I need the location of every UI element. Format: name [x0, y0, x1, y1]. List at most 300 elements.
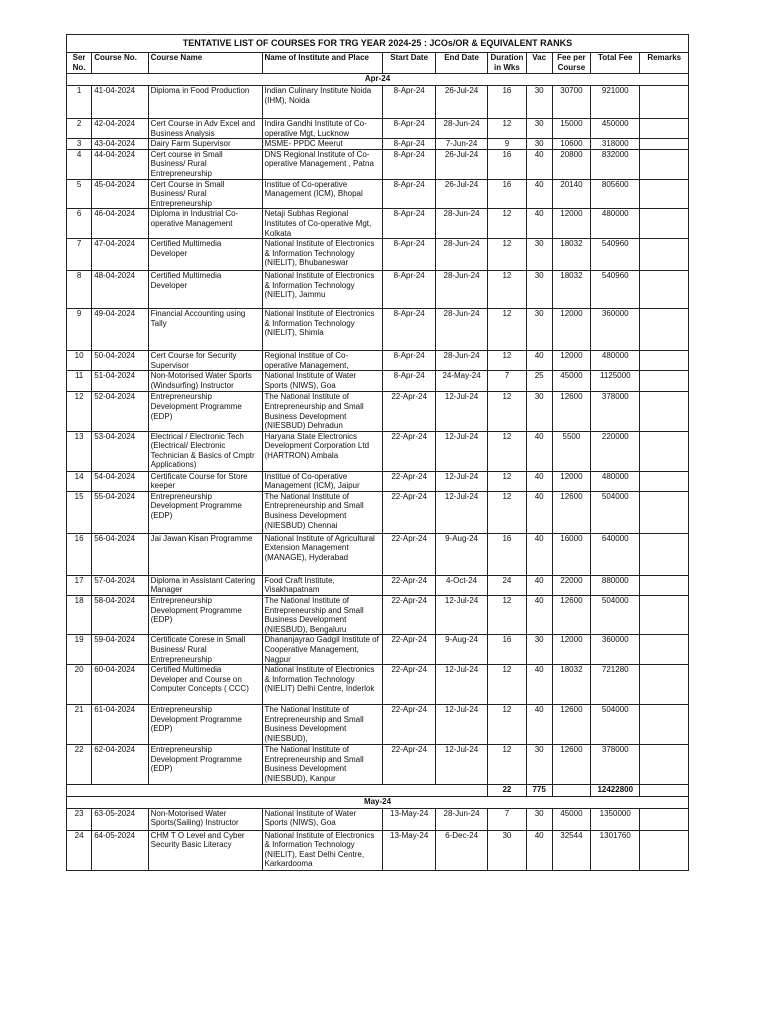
- course-name-cell: Cert Course for Security Supervisor: [148, 351, 262, 371]
- start-date-cell: 8-Apr-24: [383, 309, 435, 351]
- total-fee-cell: 540960: [591, 271, 640, 309]
- duration-cell: 12: [488, 309, 526, 351]
- remarks-cell: [640, 635, 689, 665]
- course-name-cell: Entrepreneurship Development Programme (EDP): [148, 491, 262, 533]
- course-name-cell: Certificate Corese in Small Business/ Rural Entrepreneurship: [148, 635, 262, 665]
- remarks-cell: [640, 431, 689, 471]
- vac-cell: 40: [526, 705, 552, 745]
- end-date-cell: 28-Jun-24: [435, 351, 487, 371]
- table-row: [67, 705, 689, 745]
- start-date-cell: 22-Apr-24: [383, 471, 435, 491]
- course-no-cell: 48-04-2024: [92, 271, 148, 309]
- total-fee-cell: 378000: [591, 745, 640, 784]
- header-duration: Duration in Wks: [488, 53, 526, 74]
- fee-cell: 12000: [552, 209, 590, 239]
- fee-cell: 12000: [552, 309, 590, 351]
- remarks-cell: [640, 705, 689, 745]
- ser-cell: 20: [67, 665, 92, 705]
- ser-cell: 2: [67, 119, 92, 139]
- course-no-cell: 54-04-2024: [92, 471, 148, 491]
- ser-cell: 13: [67, 431, 92, 471]
- empty-cell: [67, 784, 488, 796]
- course-no-cell: 46-04-2024: [92, 209, 148, 239]
- start-date-cell: 8-Apr-24: [383, 119, 435, 139]
- ser-cell: 24: [67, 830, 92, 870]
- remarks-cell: [640, 575, 689, 595]
- table-row: [67, 86, 689, 119]
- course-no-cell: 60-04-2024: [92, 665, 148, 705]
- total-vac-cell: 775: [526, 784, 552, 796]
- vac-cell: 40: [526, 149, 552, 179]
- total-fee-cell: 1301760: [591, 830, 640, 870]
- ser-cell: 10: [67, 351, 92, 371]
- table-row: [67, 239, 689, 271]
- institute-cell: Regional Institue of Co-operative Management,: [262, 351, 383, 371]
- vac-cell: 40: [526, 431, 552, 471]
- course-name-cell: Cert course in Small Business/ Rural Entrepreneurship: [148, 149, 262, 179]
- end-date-cell: 4-Oct-24: [435, 575, 487, 595]
- course-no-cell: 63-05-2024: [92, 808, 148, 830]
- remarks-cell: [640, 491, 689, 533]
- table-row: [67, 491, 689, 533]
- total-fee-sum-cell: 12422800: [591, 784, 640, 796]
- duration-cell: 16: [488, 149, 526, 179]
- institute-cell: Dhananjayrao Gadgil Institute of Cooperative Management, Nagpur: [262, 635, 383, 665]
- remarks-cell: [640, 351, 689, 371]
- fee-cell: 22000: [552, 575, 590, 595]
- vac-cell: 40: [526, 533, 552, 575]
- vac-cell: 30: [526, 139, 552, 150]
- institute-cell: Haryana State Electronics Development Corporation Ltd (HARTRON) Ambala: [262, 431, 383, 471]
- fee-cell: 20140: [552, 179, 590, 209]
- course-name-cell: Diploma in Industrial Co-operative Management: [148, 209, 262, 239]
- course-table: [66, 34, 689, 871]
- ser-cell: 6: [67, 209, 92, 239]
- table-row: [67, 830, 689, 870]
- remarks-cell: [640, 808, 689, 830]
- start-date-cell: 22-Apr-24: [383, 491, 435, 533]
- totals-row: [67, 784, 689, 796]
- remarks-cell: [640, 239, 689, 271]
- start-date-cell: 22-Apr-24: [383, 431, 435, 471]
- vac-cell: 30: [526, 119, 552, 139]
- ser-cell: 3: [67, 139, 92, 150]
- ser-cell: 23: [67, 808, 92, 830]
- end-date-cell: 12-Jul-24: [435, 745, 487, 784]
- end-date-cell: 12-Jul-24: [435, 392, 487, 431]
- start-date-cell: 22-Apr-24: [383, 392, 435, 431]
- course-name-cell: Non-Motorised Water Sports (Windsurfing) Instructor: [148, 371, 262, 392]
- duration-cell: 12: [488, 745, 526, 784]
- institute-cell: National Institute of Water Sports (NIWS), Goa: [262, 371, 383, 392]
- remarks-cell: [640, 596, 689, 635]
- remarks-cell: [640, 86, 689, 119]
- table-row: [67, 309, 689, 351]
- start-date-cell: 8-Apr-24: [383, 239, 435, 271]
- header-fee-per-course: Fee per Course: [552, 53, 590, 74]
- course-no-cell: 53-04-2024: [92, 431, 148, 471]
- duration-cell: 12: [488, 705, 526, 745]
- vac-cell: 30: [526, 271, 552, 309]
- fee-cell: 45000: [552, 808, 590, 830]
- course-name-cell: Cert Course in Small Business/ Rural Entrepreneurship: [148, 179, 262, 209]
- total-fee-cell: 360000: [591, 635, 640, 665]
- end-date-cell: 12-Jul-24: [435, 596, 487, 635]
- fee-cell: 12000: [552, 635, 590, 665]
- course-no-cell: 49-04-2024: [92, 309, 148, 351]
- course-no-cell: 51-04-2024: [92, 371, 148, 392]
- total-duration-cell: 22: [488, 784, 526, 796]
- fee-cell: 18032: [552, 665, 590, 705]
- course-no-cell: 52-04-2024: [92, 392, 148, 431]
- ser-cell: 7: [67, 239, 92, 271]
- header-remarks: Remarks: [640, 53, 689, 74]
- duration-cell: 12: [488, 239, 526, 271]
- duration-cell: 12: [488, 119, 526, 139]
- institute-cell: MSME- PPDC Meerut: [262, 139, 383, 150]
- vac-cell: 30: [526, 239, 552, 271]
- table-row: [67, 575, 689, 595]
- institute-cell: Institue of Co-operative Management (ICM), Jaipur: [262, 471, 383, 491]
- vac-cell: 40: [526, 491, 552, 533]
- ser-cell: 1: [67, 86, 92, 119]
- remarks-cell: [640, 149, 689, 179]
- ser-cell: 14: [67, 471, 92, 491]
- remarks-cell: [640, 271, 689, 309]
- course-no-cell: 42-04-2024: [92, 119, 148, 139]
- end-date-cell: 9-Aug-24: [435, 635, 487, 665]
- total-fee-cell: 480000: [591, 351, 640, 371]
- start-date-cell: 8-Apr-24: [383, 271, 435, 309]
- table-row: [67, 179, 689, 209]
- ser-cell: 17: [67, 575, 92, 595]
- total-fee-cell: 480000: [591, 209, 640, 239]
- total-fee-cell: 721280: [591, 665, 640, 705]
- end-date-cell: 28-Jun-24: [435, 271, 487, 309]
- duration-cell: 12: [488, 209, 526, 239]
- course-no-cell: 50-04-2024: [92, 351, 148, 371]
- total-fee-cell: 640000: [591, 533, 640, 575]
- empty-cell: [552, 784, 590, 796]
- month-label: Apr-24: [67, 74, 689, 86]
- total-fee-cell: 805600: [591, 179, 640, 209]
- total-fee-cell: 220000: [591, 431, 640, 471]
- total-fee-cell: 378000: [591, 392, 640, 431]
- header-institute: Name of Institute and Place: [262, 53, 383, 74]
- start-date-cell: 22-Apr-24: [383, 635, 435, 665]
- table-body: [67, 74, 689, 871]
- remarks-cell: [640, 392, 689, 431]
- fee-cell: 18032: [552, 271, 590, 309]
- institute-cell: The National Institute of Entrepreneurship and Small Business Development (NIESBUD) Dehradun: [262, 392, 383, 431]
- end-date-cell: 28-Jun-24: [435, 309, 487, 351]
- table-row: [67, 271, 689, 309]
- duration-cell: 24: [488, 575, 526, 595]
- ser-cell: 8: [67, 271, 92, 309]
- vac-cell: 30: [526, 745, 552, 784]
- end-date-cell: 28-Jun-24: [435, 119, 487, 139]
- table-row: [67, 471, 689, 491]
- end-date-cell: 28-Jun-24: [435, 808, 487, 830]
- vac-cell: 40: [526, 830, 552, 870]
- vac-cell: 40: [526, 596, 552, 635]
- remarks-cell: [640, 830, 689, 870]
- course-name-cell: Electrical / Electronic Tech (Electrical/ Electronic Technician & Basics of Cmptr Applications): [148, 431, 262, 471]
- duration-cell: 30: [488, 830, 526, 870]
- ser-cell: 16: [67, 533, 92, 575]
- total-fee-cell: 504000: [591, 705, 640, 745]
- institute-cell: Indian Culinary Institute Noida (IHM), Noida: [262, 86, 383, 119]
- start-date-cell: 8-Apr-24: [383, 149, 435, 179]
- header-total-fee: Total Fee: [591, 53, 640, 74]
- fee-cell: 12600: [552, 745, 590, 784]
- end-date-cell: 12-Jul-24: [435, 705, 487, 745]
- vac-cell: 40: [526, 351, 552, 371]
- vac-cell: 30: [526, 808, 552, 830]
- remarks-cell: [640, 371, 689, 392]
- remarks-cell: [640, 745, 689, 784]
- fee-cell: 12600: [552, 596, 590, 635]
- end-date-cell: 9-Aug-24: [435, 533, 487, 575]
- end-date-cell: 24-May-24: [435, 371, 487, 392]
- header-end-date: End Date: [435, 53, 487, 74]
- header-start-date: Start Date: [383, 53, 435, 74]
- course-name-cell: Non-Motorised Water Sports(Sailing) Instructor: [148, 808, 262, 830]
- header-ser-no: Ser No.: [67, 53, 92, 74]
- total-fee-cell: 921000: [591, 86, 640, 119]
- duration-cell: 12: [488, 596, 526, 635]
- course-name-cell: Cert Course in Adv Excel and Business Analysis: [148, 119, 262, 139]
- fee-cell: 18032: [552, 239, 590, 271]
- header-course-name: Course Name: [148, 53, 262, 74]
- fee-cell: 20800: [552, 149, 590, 179]
- course-no-cell: 58-04-2024: [92, 596, 148, 635]
- course-no-cell: 45-04-2024: [92, 179, 148, 209]
- course-no-cell: 47-04-2024: [92, 239, 148, 271]
- table-row: [67, 808, 689, 830]
- document-title: TENTATIVE LIST OF COURSES FOR TRG YEAR 2024-25 : JCOs/OR & EQUIVALENT RANKS: [67, 35, 689, 53]
- institute-cell: The National Institute of Entrepreneurship and Small Business Development (NIESBUD),: [262, 705, 383, 745]
- end-date-cell: 26-Jul-24: [435, 179, 487, 209]
- course-no-cell: 41-04-2024: [92, 86, 148, 119]
- fee-cell: 32544: [552, 830, 590, 870]
- remarks-cell: [640, 665, 689, 705]
- total-fee-cell: 540960: [591, 239, 640, 271]
- duration-cell: 12: [488, 491, 526, 533]
- table-row: [67, 533, 689, 575]
- course-name-cell: Jai Jawan Kisan Programme: [148, 533, 262, 575]
- fee-cell: 45000: [552, 371, 590, 392]
- course-name-cell: Entrepreneurship Development Programme (EDP): [148, 745, 262, 784]
- start-date-cell: 8-Apr-24: [383, 179, 435, 209]
- course-no-cell: 62-04-2024: [92, 745, 148, 784]
- table-row: [67, 119, 689, 139]
- institute-cell: The National Institute of Entrepreneurship and Small Business Development (NIESBUD) Chennai: [262, 491, 383, 533]
- remarks-cell: [640, 209, 689, 239]
- vac-cell: 40: [526, 665, 552, 705]
- remarks-cell: [640, 471, 689, 491]
- institute-cell: National Institute of Electronics & Information Technology (NIELIT), Shimla: [262, 309, 383, 351]
- course-name-cell: CHM T O Level and Cyber Security Basic Literacy: [148, 830, 262, 870]
- duration-cell: 16: [488, 635, 526, 665]
- course-no-cell: 61-04-2024: [92, 705, 148, 745]
- vac-cell: 40: [526, 209, 552, 239]
- ser-cell: 15: [67, 491, 92, 533]
- duration-cell: 12: [488, 431, 526, 471]
- table-row: [67, 149, 689, 179]
- end-date-cell: 26-Jul-24: [435, 149, 487, 179]
- start-date-cell: 22-Apr-24: [383, 745, 435, 784]
- course-name-cell: Certified Multimedia Developer and Course on Computer Concepts ( CCC): [148, 665, 262, 705]
- empty-cell: [640, 784, 689, 796]
- table-row: [67, 431, 689, 471]
- duration-cell: 7: [488, 808, 526, 830]
- fee-cell: 16000: [552, 533, 590, 575]
- vac-cell: 40: [526, 179, 552, 209]
- fee-cell: 12000: [552, 351, 590, 371]
- vac-cell: 40: [526, 471, 552, 491]
- start-date-cell: 22-Apr-24: [383, 705, 435, 745]
- start-date-cell: 22-Apr-24: [383, 665, 435, 705]
- end-date-cell: 7-Jun-24: [435, 139, 487, 150]
- end-date-cell: 26-Jul-24: [435, 86, 487, 119]
- fee-cell: 10600: [552, 139, 590, 150]
- total-fee-cell: 1350000: [591, 808, 640, 830]
- start-date-cell: 13-May-24: [383, 808, 435, 830]
- start-date-cell: 22-Apr-24: [383, 533, 435, 575]
- header-vac: Vac: [526, 53, 552, 74]
- course-no-cell: 57-04-2024: [92, 575, 148, 595]
- course-name-cell: Diploma in Assistant Catering Manager: [148, 575, 262, 595]
- institute-cell: DNS Regional Institute of Co-operative Management , Patna: [262, 149, 383, 179]
- course-name-cell: Certified Multimedia Developer: [148, 239, 262, 271]
- table-row: [67, 745, 689, 784]
- institute-cell: The National Institute of Entrepreneurship and Small Business Development (NIESBUD), Bengaluru: [262, 596, 383, 635]
- duration-cell: 12: [488, 351, 526, 371]
- institute-cell: Food Craft Institute, Visakhapatnam: [262, 575, 383, 595]
- duration-cell: 12: [488, 665, 526, 705]
- vac-cell: 40: [526, 575, 552, 595]
- end-date-cell: 6-Dec-24: [435, 830, 487, 870]
- duration-cell: 16: [488, 86, 526, 119]
- table-row: [67, 392, 689, 431]
- duration-cell: 16: [488, 179, 526, 209]
- end-date-cell: 12-Jul-24: [435, 491, 487, 533]
- month-row: [67, 796, 689, 808]
- course-name-cell: Certified Multimedia Developer: [148, 271, 262, 309]
- course-no-cell: 64-05-2024: [92, 830, 148, 870]
- total-fee-cell: 450000: [591, 119, 640, 139]
- institute-cell: National Institute of Electronics & Information Technology (NIELIT), Bhubaneswar: [262, 239, 383, 271]
- total-fee-cell: 318000: [591, 139, 640, 150]
- ser-cell: 11: [67, 371, 92, 392]
- course-name-cell: Financial Accounting using Tally: [148, 309, 262, 351]
- remarks-cell: [640, 139, 689, 150]
- end-date-cell: 28-Jun-24: [435, 209, 487, 239]
- total-fee-cell: 504000: [591, 596, 640, 635]
- remarks-cell: [640, 533, 689, 575]
- course-name-cell: Entrepreneurship Development Programme (EDP): [148, 392, 262, 431]
- institute-cell: Netaji Subhas Regional Institutes of Co-operative Mgt, Kolkata: [262, 209, 383, 239]
- remarks-cell: [640, 179, 689, 209]
- course-no-cell: 56-04-2024: [92, 533, 148, 575]
- institute-cell: National Institute of Agricultural Extension Management (MANAGE), Hyderabad: [262, 533, 383, 575]
- total-fee-cell: 880000: [591, 575, 640, 595]
- fee-cell: 12600: [552, 491, 590, 533]
- vac-cell: 25: [526, 371, 552, 392]
- table-row: [67, 351, 689, 371]
- total-fee-cell: 480000: [591, 471, 640, 491]
- fee-cell: 5500: [552, 431, 590, 471]
- ser-cell: 22: [67, 745, 92, 784]
- institute-cell: National Institute of Electronics & Information Technology (NIELIT) Delhi Centre, Inderlok: [262, 665, 383, 705]
- ser-cell: 4: [67, 149, 92, 179]
- duration-cell: 12: [488, 271, 526, 309]
- institute-cell: Indira Gandhi Institute of Co-operative Mgt, Lucknow: [262, 119, 383, 139]
- total-fee-cell: 360000: [591, 309, 640, 351]
- institute-cell: National Institute of Water Sports (NIWS), Goa: [262, 808, 383, 830]
- month-row: [67, 74, 689, 86]
- course-no-cell: 43-04-2024: [92, 139, 148, 150]
- table-row: [67, 596, 689, 635]
- vac-cell: 30: [526, 392, 552, 431]
- course-no-cell: 59-04-2024: [92, 635, 148, 665]
- start-date-cell: 13-May-24: [383, 830, 435, 870]
- header-course-no: Course No.: [92, 53, 148, 74]
- vac-cell: 30: [526, 635, 552, 665]
- total-fee-cell: 832000: [591, 149, 640, 179]
- fee-cell: 30700: [552, 86, 590, 119]
- duration-cell: 12: [488, 392, 526, 431]
- month-label: May-24: [67, 796, 689, 808]
- course-name-cell: Entrepreneurship Development Programme (EDP): [148, 596, 262, 635]
- duration-cell: 16: [488, 533, 526, 575]
- table-row: [67, 665, 689, 705]
- end-date-cell: 12-Jul-24: [435, 431, 487, 471]
- start-date-cell: 8-Apr-24: [383, 209, 435, 239]
- total-fee-cell: 1125000: [591, 371, 640, 392]
- fee-cell: 15000: [552, 119, 590, 139]
- institute-cell: Institue of Co-operative Management (ICM), Bhopal: [262, 179, 383, 209]
- remarks-cell: [640, 119, 689, 139]
- ser-cell: 5: [67, 179, 92, 209]
- course-name-cell: Dairy Farm Supervisor: [148, 139, 262, 150]
- vac-cell: 30: [526, 309, 552, 351]
- ser-cell: 21: [67, 705, 92, 745]
- fee-cell: 12600: [552, 392, 590, 431]
- course-name-cell: Entrepreneurship Development Programme (EDP): [148, 705, 262, 745]
- course-no-cell: 55-04-2024: [92, 491, 148, 533]
- table-row: [67, 635, 689, 665]
- start-date-cell: 8-Apr-24: [383, 86, 435, 119]
- ser-cell: 19: [67, 635, 92, 665]
- start-date-cell: 22-Apr-24: [383, 575, 435, 595]
- start-date-cell: 8-Apr-24: [383, 139, 435, 150]
- course-list-sheet: [66, 34, 689, 871]
- institute-cell: The National Institute of Entrepreneurship and Small Business Development (NIESBUD), Kanpur: [262, 745, 383, 784]
- course-no-cell: 44-04-2024: [92, 149, 148, 179]
- vac-cell: 30: [526, 86, 552, 119]
- ser-cell: 9: [67, 309, 92, 351]
- end-date-cell: 12-Jul-24: [435, 665, 487, 705]
- ser-cell: 12: [67, 392, 92, 431]
- table-row: [67, 139, 689, 150]
- institute-cell: National Institute of Electronics & Information Technology (NIELIT), East Delhi Centre, Karkardooma: [262, 830, 383, 870]
- fee-cell: 12000: [552, 471, 590, 491]
- table-row: [67, 371, 689, 392]
- course-name-cell: Diploma in Food Production: [148, 86, 262, 119]
- end-date-cell: 28-Jun-24: [435, 239, 487, 271]
